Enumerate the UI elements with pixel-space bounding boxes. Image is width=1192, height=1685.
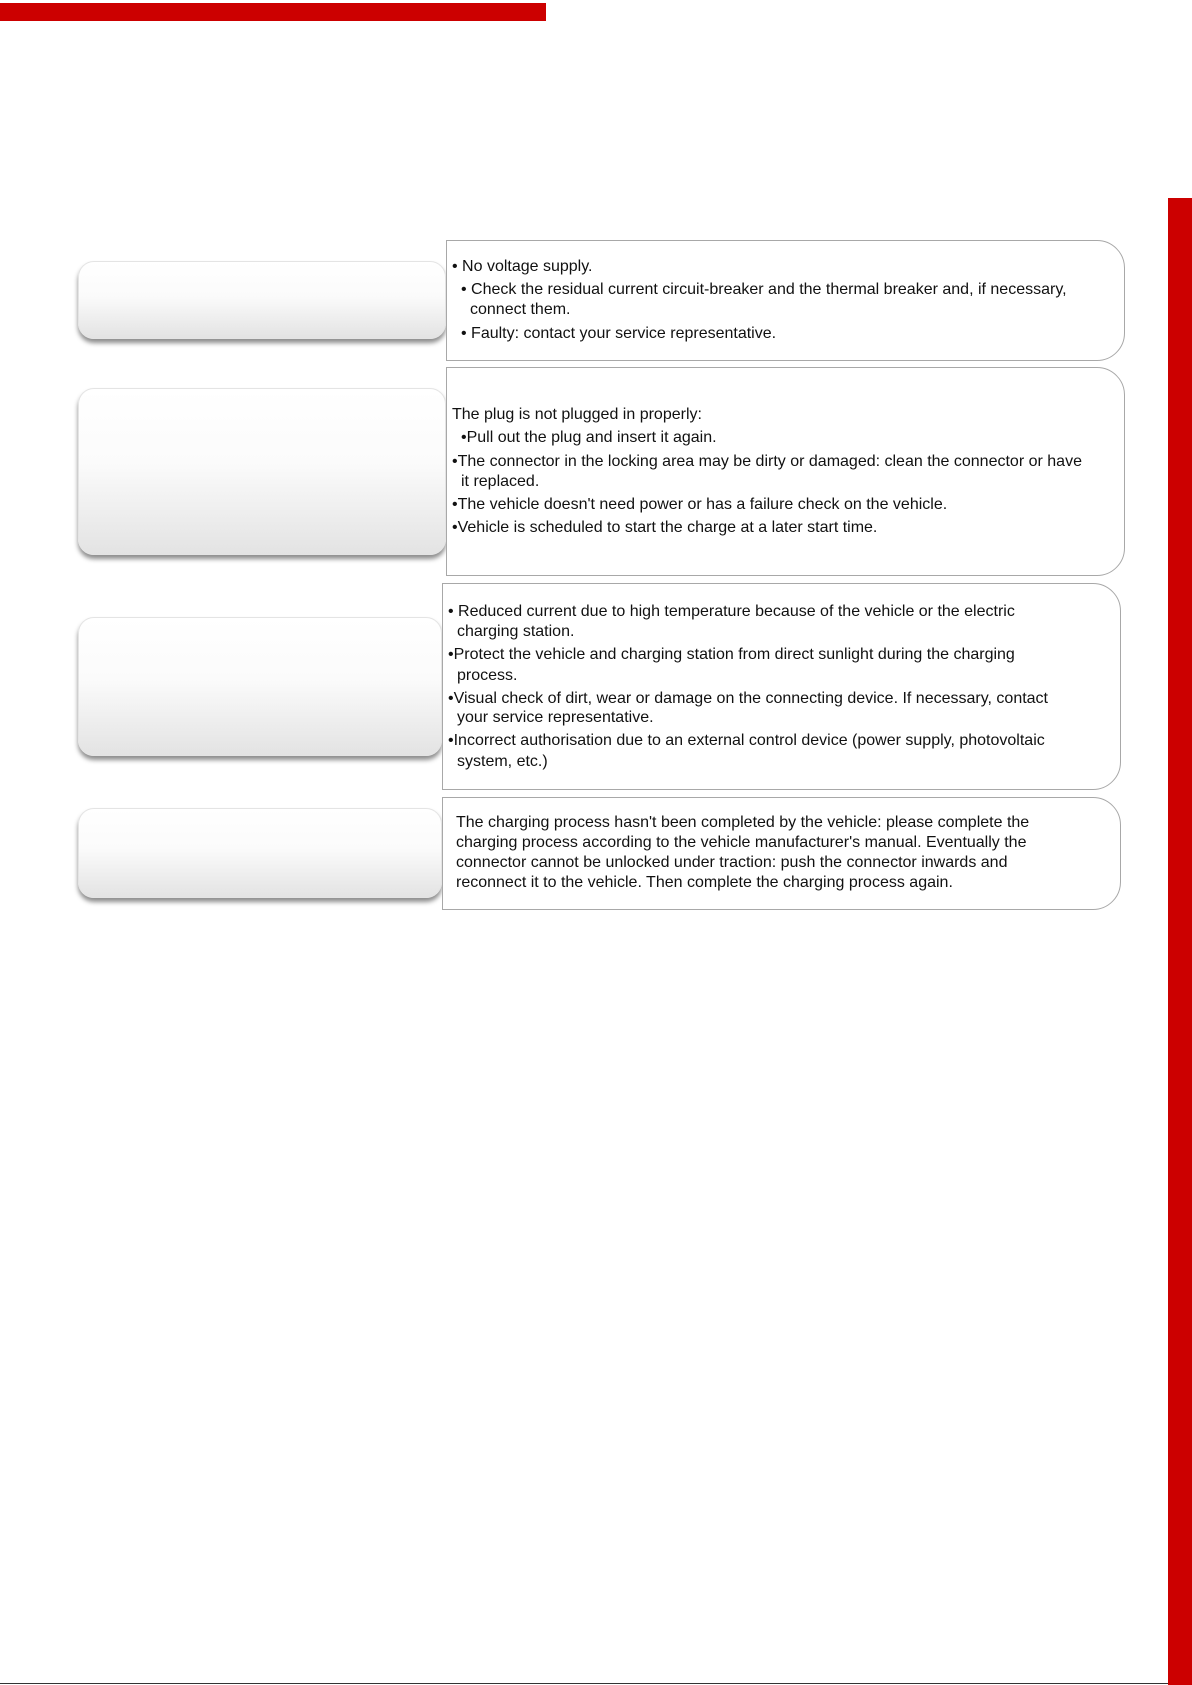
issue-description-box-3 — [442, 583, 1121, 790]
description-line: •Incorrect authorisation due to an external control device (power supply, photovoltaic — [448, 732, 1045, 749]
issue-description-box-2 — [446, 367, 1125, 576]
side-accent-bar — [1168, 198, 1192, 1685]
description-line: •Pull out the plug and insert it again. — [461, 429, 717, 446]
top-accent-bar — [0, 3, 546, 21]
issue-label-box-2 — [78, 388, 446, 555]
description-line: •Visual check of dirt, wear or damage on the connecting device. If necessary, contact — [448, 690, 1048, 707]
issue-description-box-4 — [442, 797, 1121, 910]
description-line: •Vehicle is scheduled to start the charge at a later start time. — [452, 519, 878, 536]
description-line: connector cannot be unlocked under traction: push the connector inwards and — [456, 854, 1008, 871]
description-line: The plug is not plugged in properly: — [452, 406, 702, 423]
description-line: • Check the residual current circuit-breaker and the thermal breaker and, if necessary, — [461, 281, 1067, 298]
description-line: it replaced. — [461, 473, 540, 490]
issue-description-box-1 — [446, 240, 1125, 361]
description-line: process. — [457, 667, 518, 684]
description-line: charging process according to the vehicle manufacturer's manual. Eventually the — [456, 834, 1027, 851]
issue-label-box-4 — [78, 808, 442, 898]
description-line: •The vehicle doesn't need power or has a failure check on the vehicle. — [452, 496, 948, 513]
description-line: • Faulty: contact your service representative. — [461, 325, 777, 342]
description-line: •Protect the vehicle and charging station from direct sunlight during the charging — [448, 646, 1015, 663]
description-line: • No voltage supply. — [452, 258, 593, 275]
description-line: connect them. — [470, 301, 571, 318]
description-line: your service representative. — [457, 709, 654, 726]
issue-label-box-3 — [78, 617, 442, 756]
description-line: reconnect it to the vehicle. Then complete the charging process again. — [456, 874, 953, 891]
description-line: charging station. — [457, 623, 575, 640]
description-line: system, etc.) — [457, 753, 548, 770]
description-line: The charging process hasn't been completed by the vehicle: please complete the — [456, 814, 1030, 831]
description-line: • Reduced current due to high temperature because of the vehicle or the electric — [448, 603, 1015, 620]
bottom-rule — [0, 1683, 1168, 1684]
description-line: •The connector in the locking area may be dirty or damaged: clean the connector or have — [452, 453, 1082, 470]
issue-label-box-1 — [78, 261, 446, 339]
